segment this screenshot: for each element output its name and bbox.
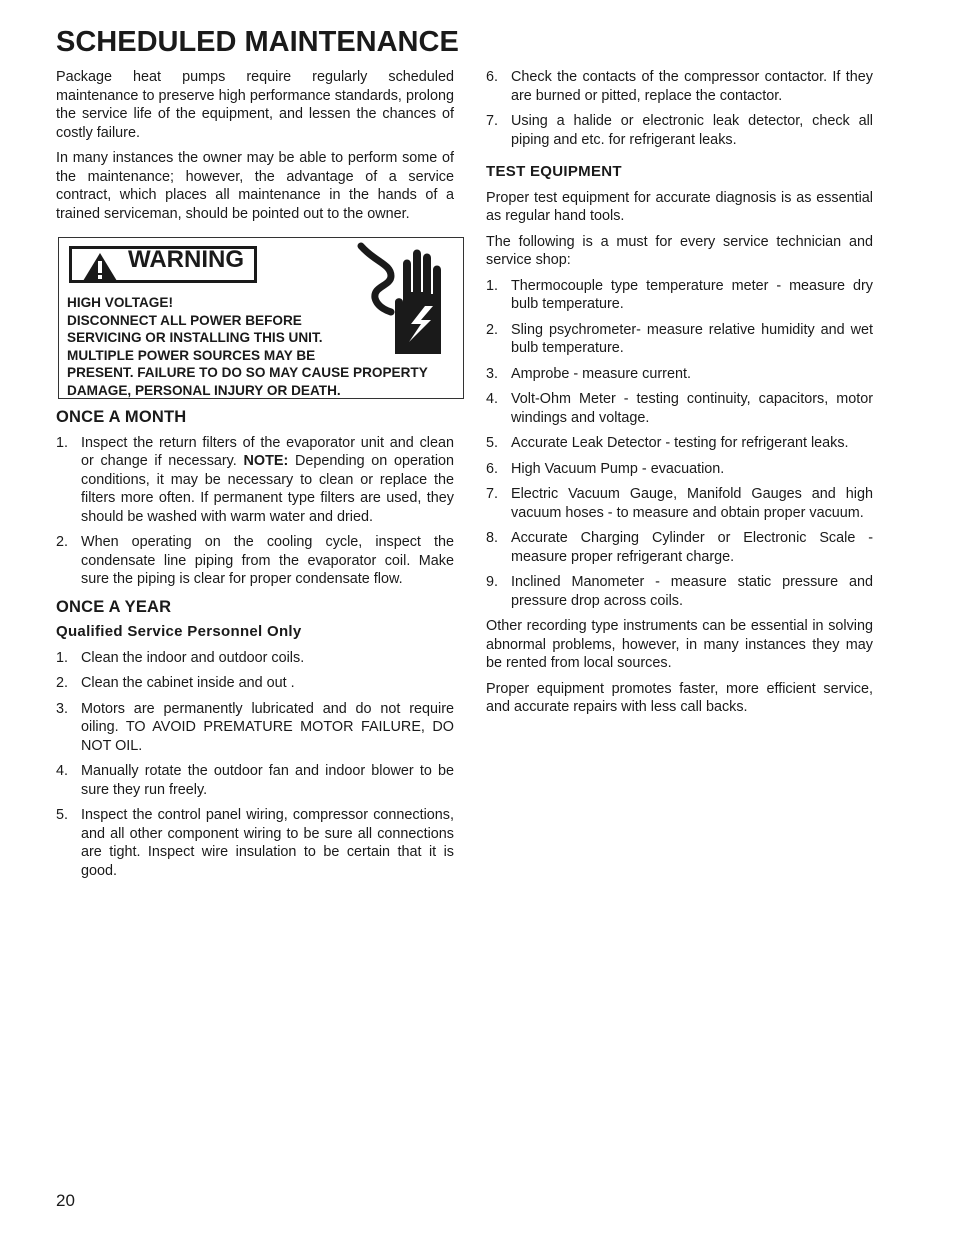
item-text: Depending on operation conditions, it may be necessary to clean or replace the filters more often. If permanent type filters are used, they should be washed with warm water and dried. bbox=[81, 453, 455, 525]
list-item bbox=[486, 573, 873, 610]
item-number: 4. bbox=[486, 391, 499, 407]
item-text: Accurate Leak Detector - testing for refrigerant leaks. bbox=[511, 435, 849, 451]
test-equipment-list bbox=[486, 277, 873, 611]
test-equipment-paragraph: The following is a must for every service technician and service shop: bbox=[486, 233, 873, 268]
warning-line: DAMAGE, PERSONAL INJURY OR DEATH. bbox=[67, 382, 341, 398]
item-number: 2. bbox=[486, 321, 499, 338]
item-number: 1. bbox=[56, 434, 69, 451]
item-text: Clean the indoor and outdoor coils. bbox=[81, 649, 305, 666]
list-item bbox=[486, 529, 873, 566]
item-text: Accurate Charging Cylinder or Electronic Scale - measure proper refrigerant charge. bbox=[511, 530, 873, 565]
item-text: Inclined Manometer - measure static pressure and pressure drop across coils. bbox=[511, 574, 873, 609]
once-a-month-heading: ONCE A MONTH bbox=[56, 408, 187, 426]
list-item bbox=[486, 277, 873, 314]
once-a-year-subheading: Qualified Service Personnel Only bbox=[56, 623, 302, 640]
left-column bbox=[56, 68, 454, 887]
list-item bbox=[486, 434, 873, 453]
page-number: 20 bbox=[56, 1191, 75, 1210]
list-item bbox=[56, 700, 454, 756]
item-text: Amprobe - measure current. bbox=[511, 365, 691, 382]
item-text: When operating on the cooling cycle, inspect the condensate line piping from the evaporator coil. Make sure the piping is clear for proper condensate flow. bbox=[81, 534, 454, 587]
warning-box bbox=[58, 237, 464, 399]
item-number: 4. bbox=[56, 763, 69, 779]
item-text: Electric Vacuum Gauge, Manifold Gauges and high vacuum hoses - to measure and obtain proper vacuum. bbox=[511, 486, 873, 521]
item-number: 8. bbox=[486, 530, 499, 546]
test-equipment-heading: TEST EQUIPMENT bbox=[486, 163, 622, 180]
item-text: Sling psychrometer- measure relative humidity and wet bulb temperature. bbox=[511, 321, 873, 356]
item-text: Check the contacts of the compressor contactor. If they are burned or pitted, replace the contactor. bbox=[511, 69, 873, 104]
warning-label-text: WARNING bbox=[128, 246, 244, 273]
warning-label bbox=[69, 246, 257, 283]
item-text: Manually rotate the outdoor fan and indoor blower to be sure they run freely. bbox=[81, 763, 454, 798]
list-item bbox=[56, 649, 454, 668]
once-a-month-list bbox=[56, 434, 454, 589]
item-number: 1. bbox=[486, 277, 499, 294]
item-text: Inspect the control panel wiring, compressor connections, and all other component wiring to be sure all connections are tight. Inspect wire insulation to be certain that it is good. bbox=[81, 807, 454, 879]
item-text: Motors are permanently lubricated and do not require oiling. TO AVOID PREMATURE MOTOR FAILURE, DO NOT OIL. bbox=[81, 700, 454, 754]
list-item bbox=[486, 485, 873, 522]
warning-message bbox=[67, 294, 467, 400]
closing-paragraph: Other recording type instruments can be essential in solving abnormal problems, however, in many instances they may be rented from local sources. bbox=[486, 618, 873, 671]
note-label: NOTE: bbox=[243, 453, 289, 469]
list-item bbox=[486, 460, 873, 479]
item-number: 5. bbox=[486, 435, 499, 451]
item-number: 6. bbox=[486, 69, 499, 85]
list-item bbox=[486, 68, 873, 105]
once-a-year-heading: ONCE A YEAR bbox=[56, 597, 172, 616]
list-item bbox=[486, 390, 873, 427]
list-item bbox=[486, 112, 873, 149]
warning-line: PRESENT. FAILURE TO DO SO MAY CAUSE PROPERTY bbox=[67, 365, 428, 381]
warning-line: MULTIPLE POWER SOURCES MAY BE bbox=[67, 347, 316, 363]
once-a-year-list bbox=[56, 649, 454, 881]
warning-line: SERVICING OR INSTALLING THIS UNIT. bbox=[67, 330, 323, 346]
once-a-year-list-continued bbox=[486, 68, 873, 149]
closing-paragraph: Proper equipment promotes faster, more efficient service, and accurate repairs with less call backs. bbox=[486, 680, 873, 715]
item-number: 7. bbox=[486, 486, 499, 502]
page-title: SCHEDULED MAINTENANCE bbox=[56, 26, 459, 58]
item-text: Clean the cabinet inside and out . bbox=[81, 675, 295, 691]
item-text: Inspect the return filters of the evaporator unit and clean or change if necessary. bbox=[81, 434, 454, 469]
item-number: 1. bbox=[56, 649, 69, 666]
item-number: 7. bbox=[486, 113, 499, 129]
list-item bbox=[56, 674, 454, 693]
intro-paragraph-1: Package heat pumps require regularly scheduled maintenance to preserve high performance standards, prolong the service life of the equipment, and lessen the chances of costly failure. bbox=[56, 69, 454, 141]
test-equipment-paragraph: Proper test equipment for accurate diagnosis is as essential as regular hand tools. bbox=[486, 189, 873, 224]
right-column bbox=[486, 68, 873, 724]
item-text: High Vacuum Pump - evacuation. bbox=[511, 460, 725, 477]
list-item bbox=[486, 365, 873, 384]
item-text: Volt-Ohm Meter - testing continuity, capacitors, motor windings and voltage. bbox=[511, 391, 873, 426]
item-number: 2. bbox=[56, 534, 69, 550]
item-number: 3. bbox=[56, 700, 69, 717]
warning-line: DISCONNECT ALL POWER BEFORE bbox=[67, 312, 302, 328]
item-number: 6. bbox=[486, 460, 499, 477]
warning-line: HIGH VOLTAGE! bbox=[67, 295, 173, 310]
item-text: Thermocouple type temperature meter - measure dry bulb temperature. bbox=[511, 277, 873, 312]
item-number: 9. bbox=[486, 574, 499, 590]
intro-paragraph-2: In many instances the owner may be able to perform some of the maintenance; however, the advantage of a service contract, which places all maintenance in the hands of a trained serviceman, should be pointed out to the owner. bbox=[56, 150, 454, 222]
list-item bbox=[56, 533, 454, 589]
list-item bbox=[56, 806, 454, 880]
list-item bbox=[486, 321, 873, 358]
list-item bbox=[56, 762, 454, 799]
list-item bbox=[56, 434, 454, 527]
item-number: 5. bbox=[56, 807, 69, 823]
warning-triangle-icon bbox=[82, 252, 118, 282]
item-number: 3. bbox=[486, 365, 499, 382]
item-number: 2. bbox=[56, 675, 69, 691]
item-text: Using a halide or electronic leak detector, check all piping and etc. for refrigerant leaks. bbox=[511, 113, 873, 148]
